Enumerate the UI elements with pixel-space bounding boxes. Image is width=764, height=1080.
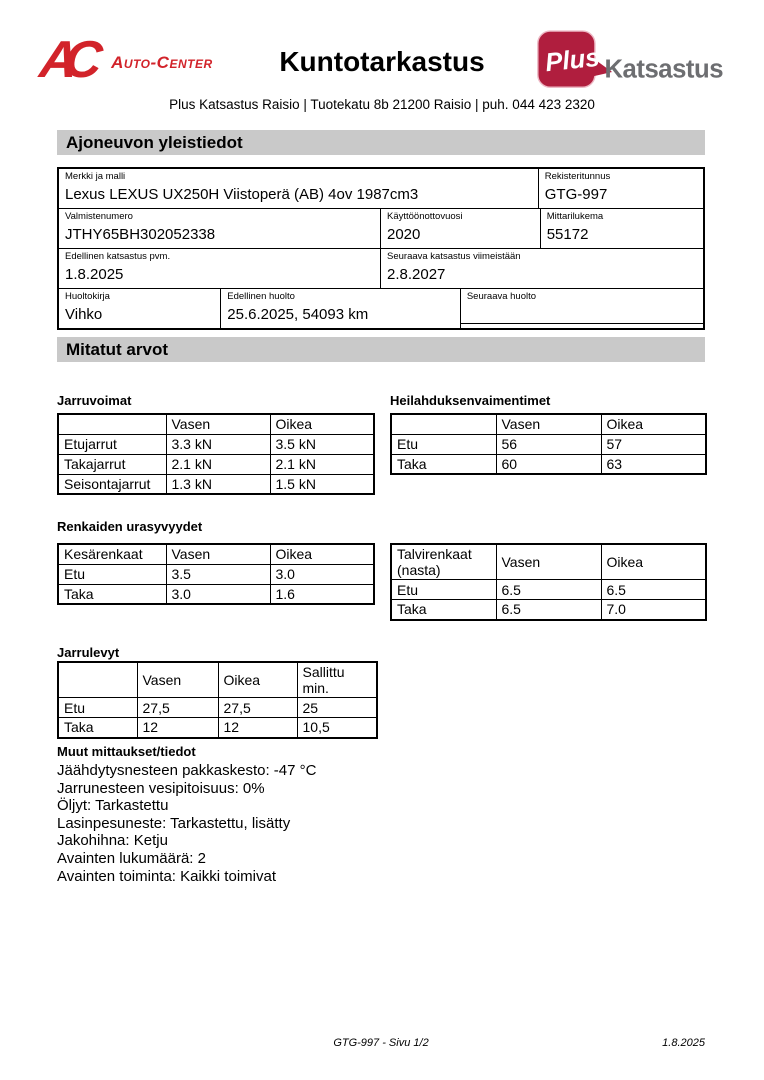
header-cell: Talvirenkaat (nasta) (391, 544, 496, 580)
shock-absorbers-label: Heilahduksenvaimentimet (390, 393, 551, 408)
brake-discs-label: Jarrulevyt (57, 645, 120, 660)
header-cell: Vasen (166, 544, 270, 564)
vehicle-info-row (59, 289, 703, 328)
field-label: Mittarilukema (546, 211, 604, 222)
field-label: Seuraava huolto (466, 291, 537, 302)
field-huoltokirja (59, 289, 221, 328)
field-value: Vihko (65, 306, 103, 323)
header-cell: Oikea (218, 662, 297, 698)
vehicle-info-table (57, 167, 705, 330)
value-cell: 3.5 (166, 564, 270, 584)
field-rekisteritunnus (539, 169, 703, 208)
measurement-line-oils: Öljyt: Tarkastettu (57, 797, 169, 815)
table-row (391, 434, 706, 454)
value-cell: 1.3 kN (166, 474, 270, 494)
value-cell: 3.5 kN (270, 434, 374, 454)
value-cell: 6.5 (601, 580, 706, 600)
field-value: 1.8.2025 (65, 266, 124, 283)
header-cell: Vasen (496, 414, 601, 434)
value-cell: 1.6 (270, 584, 374, 604)
field-edellinen-huolto (221, 289, 461, 328)
station-contact-line: Plus Katsastus Raisio | Tuotekatu 8b 21200 Raisio | puh. 044 423 2320 (169, 97, 595, 112)
table-row (391, 580, 706, 600)
section-title-vehicle-info: Ajoneuvon yleistiedot (57, 130, 705, 155)
field-value: 55172 (546, 226, 589, 243)
value-cell: 3.0 (166, 584, 270, 604)
table-row (391, 454, 706, 474)
footer-date: 1.8.2025 (662, 1037, 705, 1049)
tire-tread-depths-label: Renkaiden urasyvyydet (57, 519, 203, 534)
table-header-row (58, 662, 377, 698)
value-cell: 27,5 (218, 698, 297, 718)
value-cell: 60 (496, 454, 601, 474)
field-label: Valmistenumero (65, 211, 133, 222)
value-cell: 2.1 kN (270, 454, 374, 474)
field-merkki-ja-malli (59, 169, 539, 208)
brake-discs-table (57, 661, 378, 739)
value-cell: 63 (601, 454, 706, 474)
table-header-row (391, 414, 706, 434)
measurement-line-washer-fluid: Lasinpesuneste: Tarkastettu, lisätty (57, 814, 291, 832)
field-seuraava-huolto (461, 289, 703, 328)
field-value: GTG-997 (544, 186, 608, 203)
table-row (58, 434, 374, 454)
table-row (58, 584, 374, 604)
value-cell: 57 (601, 434, 706, 454)
table-row (58, 698, 377, 718)
shock-absorbers-table (390, 413, 707, 475)
table-row (58, 454, 374, 474)
field-label: Käyttöönottovuosi (387, 211, 463, 222)
header-cell (391, 414, 496, 434)
page-title: Kuntotarkastus (279, 46, 485, 77)
field-label: Seuraava katsastus viimeistään (387, 251, 521, 262)
field-label: Huoltokirja (65, 291, 110, 302)
value-cell: 27,5 (137, 698, 218, 718)
field-value: 2.8.2027 (387, 266, 446, 283)
field-value (467, 305, 697, 324)
row-label: Taka (391, 600, 496, 620)
value-cell: 3.0 (270, 564, 374, 584)
brake-forces-label: Jarruvoimat (57, 393, 132, 408)
value-cell: 10,5 (297, 718, 377, 738)
field-label: Edellinen huolto (227, 291, 295, 302)
field-label: Merkki ja malli (65, 171, 126, 182)
field-value: 2020 (387, 226, 421, 243)
vehicle-info-row (59, 249, 703, 289)
field-seuraava-katsastus (381, 249, 704, 288)
measurement-line-coolant: Jäähdytysnesteen pakkaskesto: -47 °C (57, 762, 317, 779)
auto-center-logo-text: Auto-Center (111, 53, 213, 72)
field-kayttoonottovuosi (381, 209, 541, 248)
table-row (391, 600, 706, 620)
header-cell: Sallittu min. (297, 662, 377, 698)
vehicle-info-row (59, 169, 703, 209)
value-cell: 12 (218, 718, 297, 738)
table-row (58, 474, 374, 494)
footer-page-label: GTG-997 - Sivu 1/2 (333, 1037, 429, 1049)
row-label: Etu (391, 580, 496, 600)
row-label: Etu (58, 564, 166, 584)
plus-katsastus-logo (534, 28, 734, 102)
value-cell: 12 (137, 718, 218, 738)
plus-logo-word: Plus (543, 43, 601, 78)
value-cell: 7.0 (601, 600, 706, 620)
header-cell: Oikea (270, 544, 374, 564)
value-cell: 1.5 kN (270, 474, 374, 494)
table-header-row (58, 544, 374, 564)
row-label: Seisontajarrut (58, 474, 166, 494)
value-cell: 25 (297, 698, 377, 718)
table-header-row (391, 544, 706, 580)
table-header-row (58, 414, 374, 434)
header-cell (58, 662, 137, 698)
value-cell: 3.3 kN (166, 434, 270, 454)
field-mittarilukema (541, 209, 703, 248)
header-cell: Oikea (601, 414, 706, 434)
value-cell: 6.5 (496, 580, 601, 600)
measurement-line-timing-belt: Jakohihna: Ketju (57, 832, 168, 850)
field-value: JTHY65BH302052338 (65, 226, 216, 243)
field-value: 25.6.2025, 54093 km (227, 306, 369, 323)
row-label: Taka (58, 718, 137, 738)
other-measurements-block (57, 744, 617, 885)
measurement-line-brake-fluid: Jarrunesteen vesipitoisuus: 0% (57, 779, 265, 797)
header-cell (58, 414, 166, 434)
plus-katsastus-logo-icon (534, 28, 734, 97)
row-label: Etu (58, 698, 137, 718)
header-cell: Oikea (601, 544, 706, 580)
field-label: Rekisteritunnus (544, 171, 611, 182)
field-edellinen-katsastus (59, 249, 381, 288)
row-label: Taka (391, 454, 496, 474)
table-row (58, 718, 377, 738)
table-row (58, 564, 374, 584)
field-value: Lexus LEXUS UX250H Viistoperä (AB) 4ov 1987cm3 (65, 186, 419, 203)
header-cell: Kesärenkaat (58, 544, 166, 564)
value-cell: 6.5 (496, 600, 601, 620)
value-cell: 56 (496, 434, 601, 454)
other-measurements-label: Muut mittaukset/tiedot (57, 744, 196, 759)
auto-center-mark-icon: AC (36, 31, 93, 89)
section-title-measured-values: Mitatut arvot (57, 337, 705, 362)
value-cell: 2.1 kN (166, 454, 270, 474)
header-cell: Oikea (270, 414, 374, 434)
row-label: Etu (391, 434, 496, 454)
brake-forces-table (57, 413, 375, 495)
header-cell: Vasen (496, 544, 601, 580)
katsastus-logo-word: Katsastus (604, 55, 724, 84)
header-cell: Vasen (137, 662, 218, 698)
field-label: Edellinen katsastus pvm. (65, 251, 171, 262)
row-label: Etujarrut (58, 434, 166, 454)
winter-tires-table (390, 543, 707, 621)
field-valmistenumero (59, 209, 381, 248)
vehicle-info-row (59, 209, 703, 249)
row-label: Takajarrut (58, 454, 166, 474)
measurement-line-key-function: Avainten toiminta: Kaikki toimivat (57, 867, 276, 885)
row-label: Taka (58, 584, 166, 604)
measurement-line-key-count: Avainten lukumäärä: 2 (57, 849, 206, 867)
header-cell: Vasen (166, 414, 270, 434)
summer-tires-table (57, 543, 375, 605)
